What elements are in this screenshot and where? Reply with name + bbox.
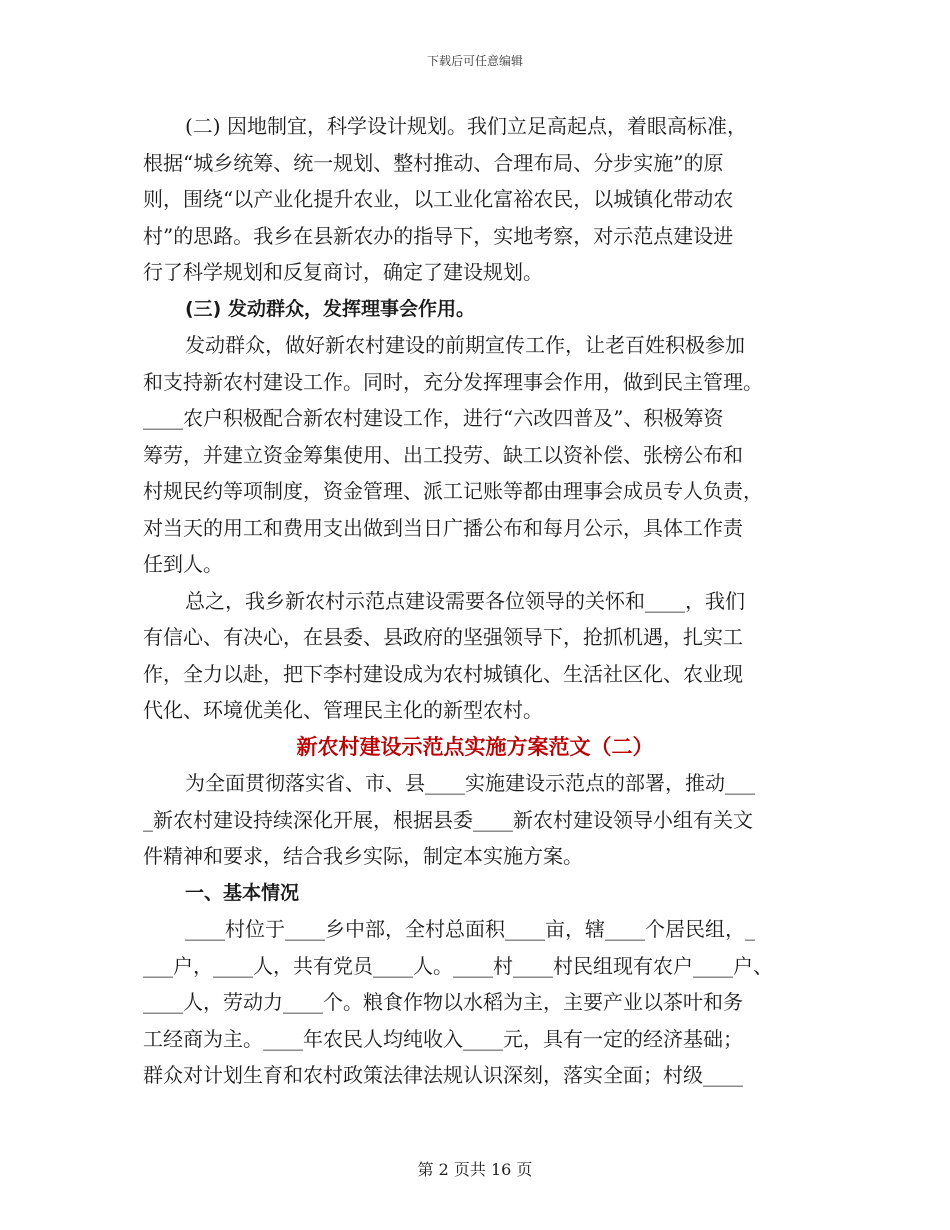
document-body [143,108,813,1094]
paragraph-line: 有信心、有决心，在县委、县政府的坚强领导下，抢抓机遇，扎实工 [143,625,743,649]
document-title: 新农村建设示范点实施方案范文（二） [296,734,654,759]
page-header: 下载后可任意编辑 [426,54,523,68]
paragraph-line: 筹劳，并建立资金筹集使用、出工投劳、缺工以资补偿、张榜公布和 [143,442,743,467]
paragraph-line: 村规民约等项制度，资金管理、派工记账等都由理事会成员专人负责， [143,479,763,503]
paragraph-line: ____人，劳动力____个。粮食作物以水稻为主，主要产业以茶叶和务 [143,990,743,1014]
paragraph-line: ____村位于____乡中部，全村总面积____亩，辖____个居民组，_ [185,917,755,941]
paragraph-line: 行了科学规划和反复商讨，确定了建设规划。 [143,260,543,284]
paragraph-line: 则，围绕“以产业化提升农业，以工业化富裕农民，以城镇化带动农 [143,187,734,211]
paragraph-line: 发动群众，做好新农村建设的前期宣传工作，让老百姓积极参加 [185,333,745,357]
paragraph-line: 件精神和要求，结合我乡实际，制定本实施方案。 [143,844,583,868]
paragraph-line: 代化、环境优美化、管理民主化的新型农村。 [143,698,543,722]
paragraph-line: 根据“城乡统筹、统一规划、整村推动、合理布局、分步实施”的原 [143,150,724,175]
paragraph-line: 任到人。 [143,552,223,576]
paragraph-line: 和支持新农村建设工作。同时，充分发挥理事会作用，做到民主管理。 [143,369,763,394]
paragraph-line: ___户，____人，共有党员____人。____村____村民组现有农户____户、 [143,953,773,978]
section-heading: 一、基本情况 [185,881,300,904]
paragraph-line: _新农村建设持续深化开展，根据县委____新农村建设领导小组有关文 [143,807,753,832]
page-footer: 第 2 页共 16 页 [417,1160,533,1179]
paragraph-line: ____农户积极配合新农村建设工作，进行“六改四普及”、积极筹资 [143,406,724,430]
section-heading: (三) 发动群众，发挥理事会作用。 [185,297,475,320]
paragraph-line: 对当天的用工和费用支出做到当日广播公布和每月公示，具体工作责 [143,515,743,540]
paragraph-line: 为全面贯彻落实省、市、县____实施建设示范点的部署，推动___ [185,771,755,795]
paragraph-line: 村”的思路。我乡在县新农办的指导下，实地考察，对示范点建设进 [143,223,734,248]
paragraph-line: 工经商为主。____年农民人均纯收入____元，具有一定的经济基础； [143,1026,743,1051]
paragraph-line: 群众对计划生育和农村政策法律法规认识深刻，落实全面；村级____ [143,1063,743,1087]
paragraph-line: 作，全力以赴，把下李村建设成为农村城镇化、生活社区化、农业现 [143,661,743,686]
paragraph-line: 总之，我乡新农村示范点建设需要各位领导的关怀和____，我们 [185,588,745,613]
paragraph-line: (二) 因地制宜，科学设计规划。我们立足高起点，着眼高标准， [185,114,747,138]
